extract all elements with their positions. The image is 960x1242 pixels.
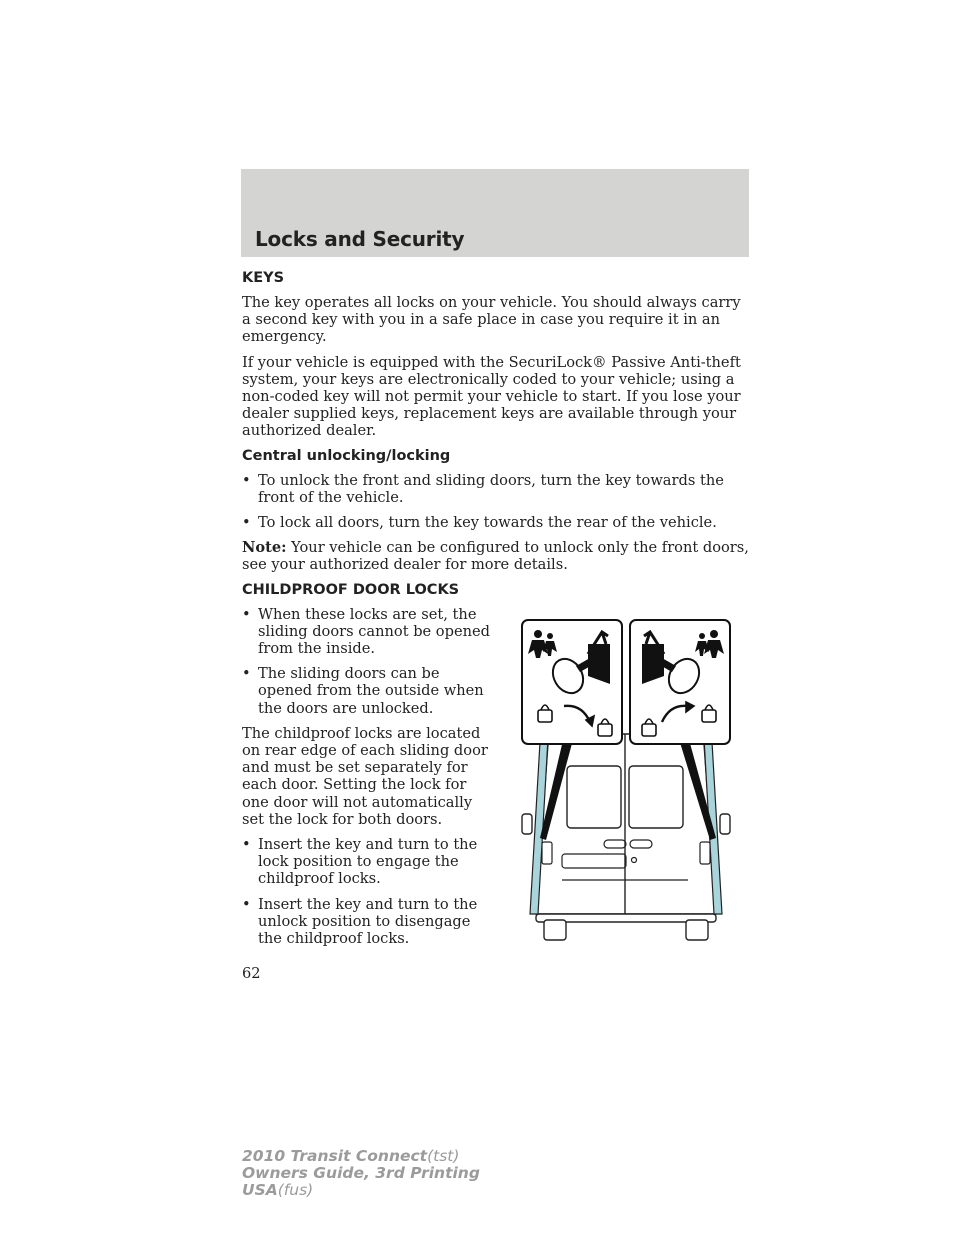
footer-model-tag: (tst) <box>427 1147 460 1165</box>
footer-model: 2010 Transit Connect <box>242 1147 428 1165</box>
keys-heading: KEYS <box>242 270 285 286</box>
bullet-icon: • <box>242 665 251 683</box>
list-item-text: To unlock the front and sliding doors, turn the key towards the front of the vehicle. <box>258 471 724 506</box>
list-item <box>242 665 494 717</box>
list-item-text: The sliding doors can be opened from the outside when the doors are unlocked. <box>258 665 484 717</box>
note-text: Your vehicle can be configured to unlock only the front doors, see your authorized dealer for more details. <box>242 539 749 574</box>
page-number: 62 <box>242 965 261 982</box>
footer-line-3 <box>242 1182 480 1199</box>
bullet-icon: • <box>242 605 251 623</box>
list-item-text: To lock all doors, turn the key towards the rear of the vehicle. <box>258 514 717 532</box>
footer-market-tag: (fus) <box>277 1181 314 1199</box>
childproof-lock-illustration <box>518 614 734 944</box>
footer-line-1 <box>242 1148 480 1165</box>
note-label: Note: <box>242 539 287 557</box>
list-item-text: Insert the key and turn to the lock position to engage the childproof locks. <box>258 836 478 888</box>
list-item <box>242 606 494 658</box>
section-title: Locks and Security <box>255 227 465 251</box>
bullet-icon: • <box>242 836 251 854</box>
list-item-text: Insert the key and turn to the unlock position to disengage the childproof locks. <box>258 895 478 948</box>
central-locking-heading: Central unlocking/locking <box>242 447 451 464</box>
childproof-paragraph: The childproof locks are located on rear edge of each sliding door and must be set separately for each door. Setting the lock for one door will not automatically set the lock for both doors. <box>242 724 488 828</box>
list-item <box>242 896 494 948</box>
keys-paragraph-1: The key operates all locks on your vehicle. You should always carry a second key with you in a safe place in case you require it in an emergency. <box>242 294 741 346</box>
bullet-icon: • <box>242 514 251 532</box>
footer-market: USA <box>242 1181 278 1199</box>
list-item <box>242 514 752 531</box>
childproof-heading: CHILDPROOF DOOR LOCKS <box>242 581 460 598</box>
document-footer <box>242 1148 480 1199</box>
bullet-icon: • <box>242 471 251 489</box>
list-item <box>242 836 494 888</box>
bullet-icon: • <box>242 895 251 913</box>
section-header-band <box>241 169 749 257</box>
keys-paragraph-2: If your vehicle is equipped with the SecuriLock® Passive Anti-theft system, your keys are electronically coded to your vehicle; using a non-coded key will not permit your vehicle to start. If you lose your dealer supplied keys, replacement keys are available through your authorized dealer. <box>242 353 741 440</box>
list-item-text: When these locks are set, the sliding doors cannot be opened from the inside. <box>258 605 490 658</box>
list-item <box>242 472 752 506</box>
footer-line-2: Owners Guide, 3rd Printing <box>242 1164 480 1182</box>
childproof-column <box>242 606 494 948</box>
note-paragraph <box>242 539 752 573</box>
